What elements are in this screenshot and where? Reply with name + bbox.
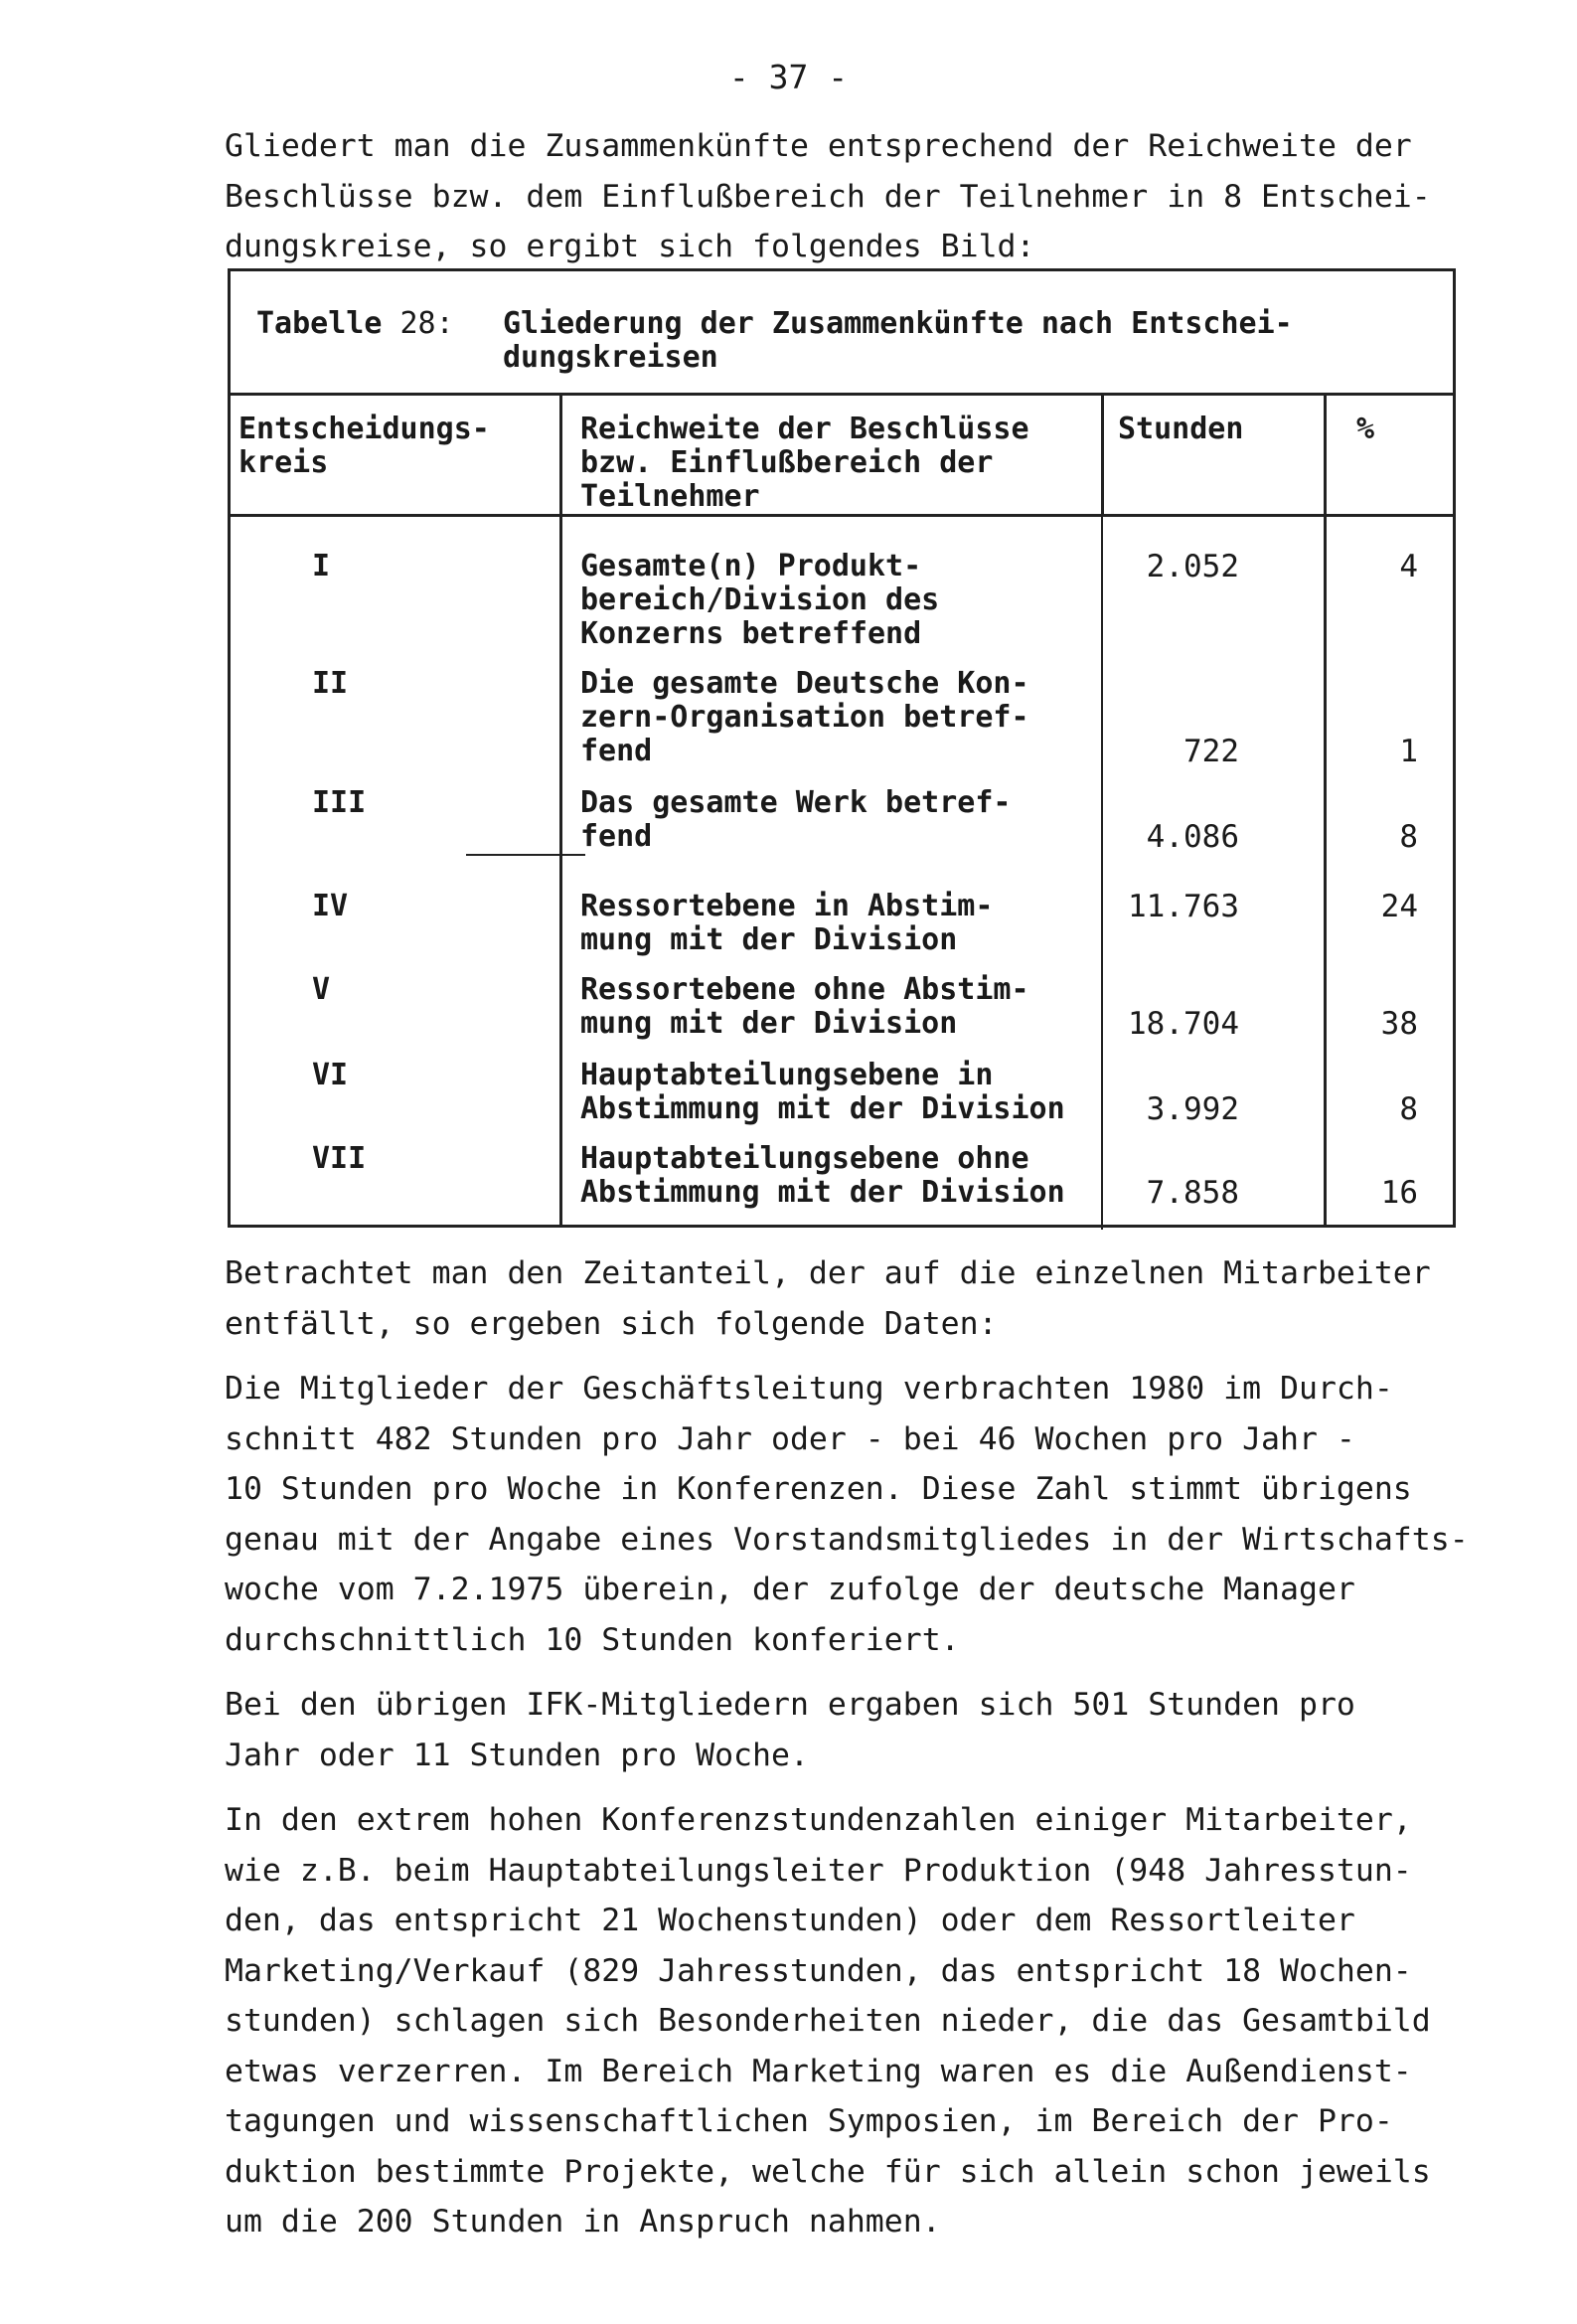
- row-kreis: V: [312, 972, 331, 1007]
- row-kreis: IV: [312, 889, 349, 923]
- text-line: Gliedert man die Zusammenkünfte entsprechend der Reichweite der: [225, 128, 1412, 164]
- header-prozent: %: [1356, 412, 1375, 446]
- row-stunden: 2.052: [1146, 549, 1239, 584]
- text-line: In den extrem hohen Konferenzstundenzahlen einiger Mitarbeiter,: [225, 1802, 1412, 1838]
- row-kreis: VI: [312, 1058, 349, 1092]
- text-line: wie z.B. beim Hauptabteilungsleiter Produktion (948 Jahresstun-: [225, 1852, 1412, 1889]
- row-kreis: VII: [312, 1141, 367, 1176]
- paragraph-geschaeftsleitung: [225, 1364, 1497, 1665]
- row-stunden: 3.992: [1146, 1091, 1239, 1127]
- row-reichweite: Hauptabteilungsebene ohne Abstimmung mit der Division: [580, 1141, 1065, 1210]
- text-line: duktion bestimmte Projekte, welche für sich allein schon jeweils: [225, 2153, 1431, 2190]
- text-line: genau mit der Angabe eines Vorstandsmitgliedes in der Wirtschafts-: [225, 1521, 1469, 1558]
- row-prozent: 8: [1399, 819, 1418, 855]
- row-stunden: 722: [1183, 734, 1239, 769]
- row-kreis: II: [312, 666, 349, 701]
- row-reichweite: Die gesamte Deutsche Kon- zern-Organisation betref- fend: [580, 666, 1029, 768]
- table-title: Gliederung der Zusammenkünfte nach Entschei- dungskreisen: [503, 306, 1293, 375]
- text-line: schnitt 482 Stunden pro Jahr oder - bei 46 Wochen pro Jahr -: [225, 1420, 1355, 1457]
- text-line: den, das entspricht 21 Wochenstunden) oder dem Ressortleiter: [225, 1903, 1355, 1938]
- header-kreis: Entscheidungs- kreis: [238, 412, 490, 480]
- table-label: Tabelle 28:: [256, 306, 454, 341]
- row-reichweite: Hauptabteilungsebene in Abstimmung mit der Division: [580, 1058, 1065, 1126]
- text-line: entfällt, so ergeben sich folgende Daten:: [225, 1305, 998, 1342]
- header-reichweite: Reichweite der Beschlüsse bzw. Einflußbereich der Teilnehmer: [580, 412, 1029, 514]
- text-line: Bei den übrigen IFK-Mitgliedern ergaben sich 501 Stunden pro: [225, 1687, 1355, 1723]
- row-reichweite: Das gesamte Werk betref- fend: [580, 785, 1012, 854]
- row-stunden: 7.858: [1146, 1175, 1239, 1211]
- text-line: woche vom 7.2.1975 überein, der zufolge der deutsche Manager: [225, 1572, 1355, 1607]
- row-kreis: III: [312, 785, 367, 820]
- text-line: Jahr oder 11 Stunden pro Woche.: [225, 1737, 809, 1773]
- row-stunden: 4.086: [1146, 819, 1239, 855]
- header-stunden: Stunden: [1118, 412, 1244, 446]
- text-line: Marketing/Verkauf (829 Jahresstunden, das entspricht 18 Wochen-: [225, 1952, 1412, 1989]
- row-reichweite: Ressortebene in Abstim- mung mit der Division: [580, 889, 994, 957]
- page-number: - 37 -: [728, 58, 849, 96]
- paragraph-ifk: [225, 1680, 1497, 1780]
- row-prozent: 4: [1399, 549, 1418, 584]
- row-prozent: 38: [1380, 1006, 1418, 1042]
- paragraph-zeitanteil: [225, 1248, 1497, 1349]
- text-line: stunden) schlagen sich Besonderheiten nieder, die das Gesamtbild: [225, 2003, 1431, 2039]
- text-line: Beschlüsse bzw. dem Einflußbereich der Teilnehmer in 8 Entschei-: [225, 178, 1431, 215]
- row-prozent: 16: [1380, 1175, 1418, 1211]
- text-line: um die 200 Stunden in Anspruch nahmen.: [225, 2204, 941, 2240]
- text-line: dungskreise, so ergibt sich folgendes Bild:: [225, 229, 1035, 264]
- intro-paragraph: [225, 121, 1497, 272]
- column-divider-1: [559, 393, 562, 1228]
- row-stunden: 18.704: [1128, 1006, 1239, 1042]
- row-stunden: 11.763: [1128, 889, 1239, 924]
- row-reichweite: Gesamte(n) Produkt- bereich/Division des Konzerns betreffend: [580, 549, 940, 651]
- paragraph-konferenzstunden: [225, 1795, 1497, 2247]
- row-prozent: 1: [1399, 734, 1418, 769]
- row-reichweite: Ressortebene ohne Abstim- mung mit der Division: [580, 972, 1029, 1041]
- column-divider-3: [1324, 393, 1327, 1228]
- table-28: [228, 268, 1456, 1228]
- title-divider: [231, 393, 1453, 396]
- text-line: etwas verzerren. Im Bereich Marketing waren es die Außendienst-: [225, 2053, 1412, 2089]
- row-divider-fragment: [466, 854, 585, 856]
- row-prozent: 8: [1399, 1091, 1418, 1127]
- row-kreis: I: [312, 549, 331, 583]
- header-divider: [231, 514, 1453, 517]
- text-line: Die Mitglieder der Geschäftsleitung verbrachten 1980 im Durch-: [225, 1371, 1393, 1407]
- column-divider-2-header: [1101, 393, 1104, 514]
- column-divider-2: [1101, 514, 1103, 1230]
- row-prozent: 24: [1380, 889, 1418, 924]
- text-line: 10 Stunden pro Woche in Konferenzen. Diese Zahl stimmt übrigens: [225, 1471, 1412, 1507]
- text-line: Betrachtet man den Zeitanteil, der auf die einzelnen Mitarbeiter: [225, 1255, 1431, 1291]
- text-line: durchschnittlich 10 Stunden konferiert.: [225, 1621, 960, 1658]
- text-line: tagungen und wissenschaftlichen Symposien, im Bereich der Pro-: [225, 2103, 1393, 2139]
